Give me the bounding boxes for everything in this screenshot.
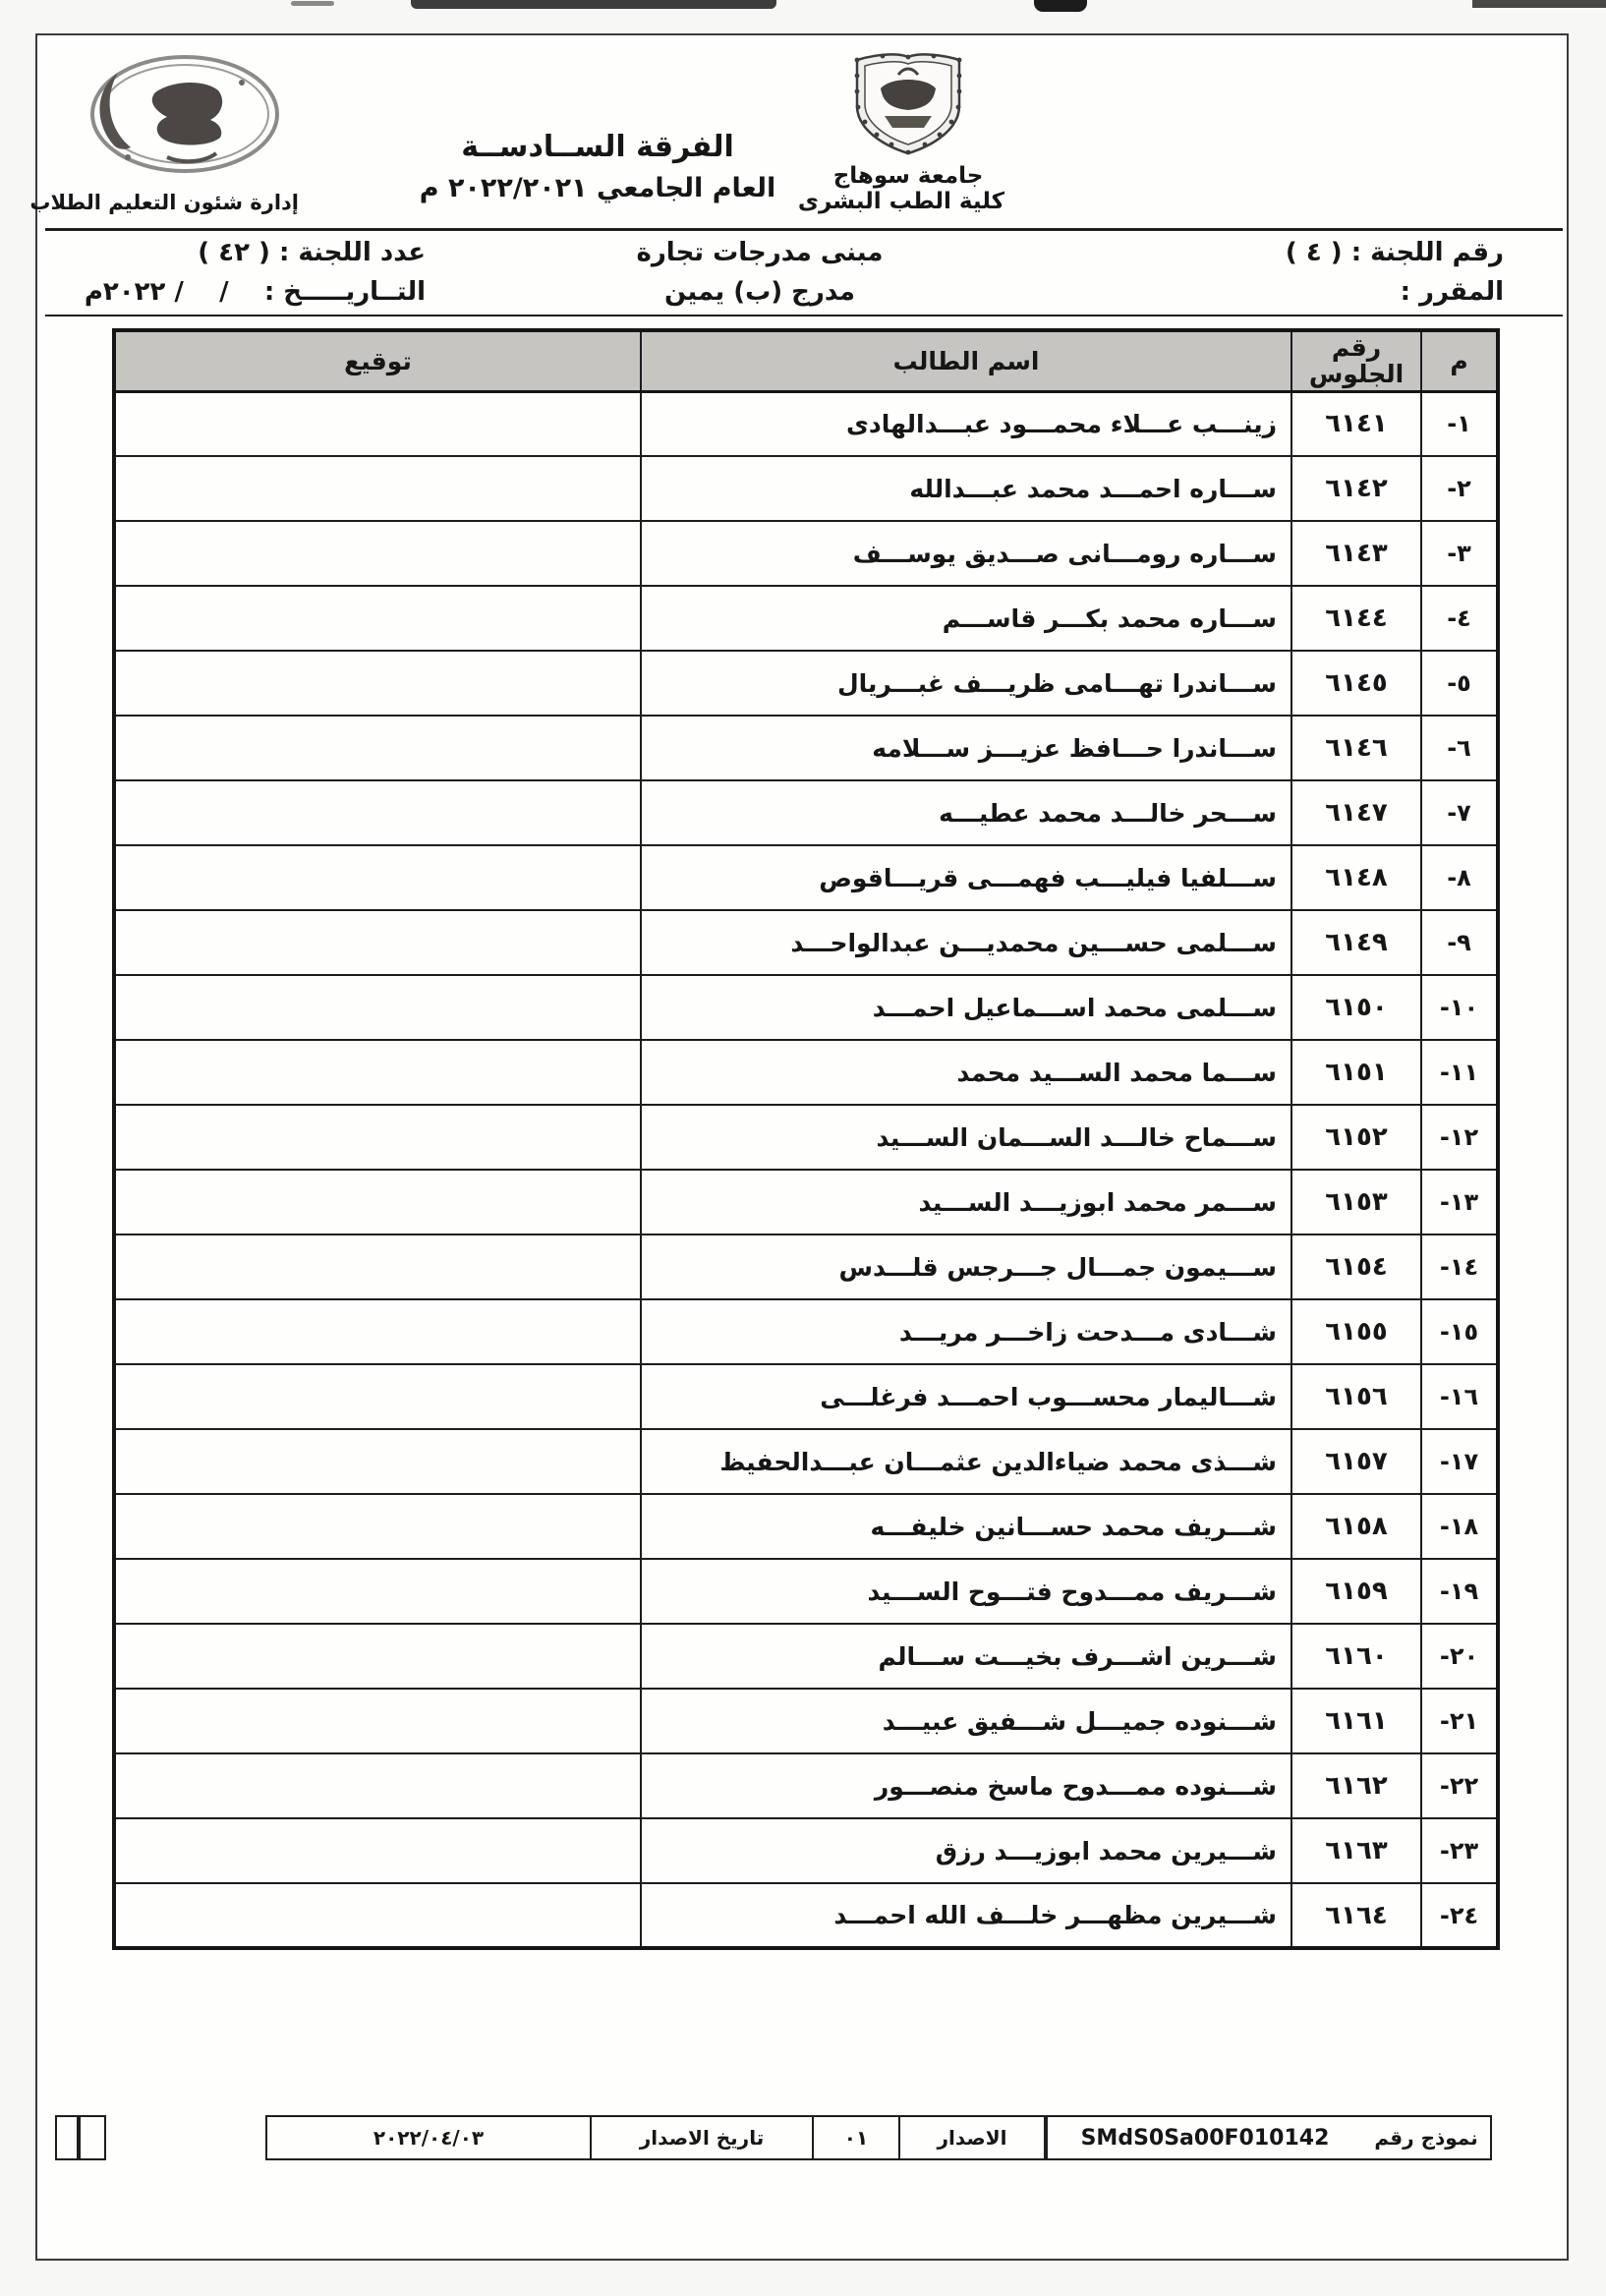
scan-artifact xyxy=(1034,0,1087,12)
table-row xyxy=(114,586,1498,651)
row-student-name: ســـما محمد الســـيد محمد xyxy=(641,1040,1291,1105)
row-seat-number: ٦١٤٤ xyxy=(1291,586,1421,651)
university-name: جامعة سوهاج xyxy=(832,163,984,189)
row-seat-number: ٦١٤٣ xyxy=(1291,521,1421,586)
row-student-name: شـــنوده جميـــل شـــفيق عبيـــد xyxy=(641,1689,1291,1753)
row-serial: ٢٣- xyxy=(1421,1818,1498,1883)
row-student-name: شـــادى مـــدحت زاخـــر مريـــد xyxy=(641,1299,1291,1364)
row-seat-number: ٦١٦٣ xyxy=(1291,1818,1421,1883)
row-serial: ١٧- xyxy=(1421,1429,1498,1494)
row-student-name: ســـاره محمد بكـــر قاســـم xyxy=(641,586,1291,651)
table-row xyxy=(114,1753,1498,1818)
table-row xyxy=(114,1364,1498,1429)
row-seat-number: ٦١٤٥ xyxy=(1291,651,1421,716)
row-signature-cell xyxy=(114,910,641,975)
row-signature-cell xyxy=(114,1494,641,1559)
column-header-seat-number xyxy=(1291,330,1421,391)
row-serial: ٣- xyxy=(1421,521,1498,586)
row-signature-cell xyxy=(114,1299,641,1364)
row-signature-cell xyxy=(114,456,641,521)
scan-artifact xyxy=(411,0,776,9)
hall-name: مدرج (ب) يمين xyxy=(663,277,856,307)
row-seat-number: ٦١٥١ xyxy=(1291,1040,1421,1105)
row-signature-cell xyxy=(114,1429,641,1494)
row-student-name: ســـاره احمـــد محمد عبـــدالله xyxy=(641,456,1291,521)
table-row xyxy=(114,975,1498,1040)
row-student-name: ســـلمى حســـين محمديـــن عبدالواحـــد xyxy=(641,910,1291,975)
row-student-name: ســـاندرا تهـــامى ظريـــف غبـــريال xyxy=(641,651,1291,716)
row-seat-number: ٦١٥٠ xyxy=(1291,975,1421,1040)
version-value: ٠١ xyxy=(814,2117,900,2158)
row-serial: ١٦- xyxy=(1421,1364,1498,1429)
row-serial: ١٨- xyxy=(1421,1494,1498,1559)
row-seat-number: ٦١٦١ xyxy=(1291,1689,1421,1753)
row-signature-cell xyxy=(114,1559,641,1624)
row-seat-number: ٦١٥٦ xyxy=(1291,1364,1421,1429)
row-student-name: ســـاره رومـــانى صـــديق يوســـف xyxy=(641,521,1291,586)
row-seat-number: ٦١٥٣ xyxy=(1291,1170,1421,1234)
row-student-name: ســـلفيا فيليـــب فهمـــى قريـــاقوص xyxy=(641,845,1291,910)
row-signature-cell xyxy=(114,1364,641,1429)
row-serial: ١٣- xyxy=(1421,1170,1498,1234)
row-signature-cell xyxy=(114,780,641,845)
row-seat-number: ٦١٥٨ xyxy=(1291,1494,1421,1559)
table-row xyxy=(114,780,1498,845)
row-student-name: ســـلمى محمد اســـماعيل احمـــد xyxy=(641,975,1291,1040)
table-row xyxy=(114,1170,1498,1234)
row-seat-number: ٦١٤٦ xyxy=(1291,716,1421,780)
scan-artifact xyxy=(1472,0,1606,8)
row-signature-cell xyxy=(114,391,641,456)
table-row xyxy=(114,1234,1498,1299)
table-row xyxy=(114,456,1498,521)
row-seat-number: ٦١٦٠ xyxy=(1291,1624,1421,1689)
table-row xyxy=(114,1299,1498,1364)
table-row xyxy=(114,1105,1498,1170)
row-serial: ٩- xyxy=(1421,910,1498,975)
row-seat-number: ٦١٤٢ xyxy=(1291,456,1421,521)
row-student-name: شـــرين اشـــرف بخيـــت ســـالم xyxy=(641,1624,1291,1689)
row-student-name: ســـيمون جمـــال جـــرجس قلـــدس xyxy=(641,1234,1291,1299)
row-signature-cell xyxy=(114,1818,641,1883)
row-serial: ٤- xyxy=(1421,586,1498,651)
info-divider-line xyxy=(45,315,1563,316)
table-row xyxy=(114,845,1498,910)
table-row xyxy=(114,910,1498,975)
roster-table-header xyxy=(114,330,1498,391)
form-number-code: SMdS0Sa00F010142 xyxy=(1046,2117,1362,2158)
table-row xyxy=(114,1818,1498,1883)
row-signature-cell xyxy=(114,1234,641,1299)
row-student-name: شـــنوده ممـــدوح ماسخ منصـــور xyxy=(641,1753,1291,1818)
row-serial: ١٩- xyxy=(1421,1559,1498,1624)
row-seat-number: ٦١٥٩ xyxy=(1291,1559,1421,1624)
row-signature-cell xyxy=(114,975,641,1040)
row-student-name: زينـــب عـــلاء محمـــود عبـــدالهادى xyxy=(641,391,1291,456)
row-seat-number: ٦١٥٤ xyxy=(1291,1234,1421,1299)
student-rows xyxy=(114,391,1498,1948)
document-page-frame xyxy=(29,33,1569,2261)
table-row xyxy=(114,1040,1498,1105)
row-signature-cell xyxy=(114,716,641,780)
row-serial: ١٠- xyxy=(1421,975,1498,1040)
table-row xyxy=(114,1494,1498,1559)
footer-small-box xyxy=(79,2115,106,2160)
row-serial: ١١- xyxy=(1421,1040,1498,1105)
table-row xyxy=(114,1689,1498,1753)
administration-name: إدارة شئون التعليم الطلاب xyxy=(29,191,299,214)
row-serial: ٢٢- xyxy=(1421,1753,1498,1818)
committee-count: عدد اللجنة : ( ٤٢ ) xyxy=(198,238,426,267)
table-row xyxy=(114,521,1498,586)
exam-date: التــاريـــــخ : / / ٢٠٢٢م xyxy=(84,277,426,307)
column-header-signature: توقيع xyxy=(114,330,641,391)
row-serial: ٢١- xyxy=(1421,1689,1498,1753)
row-seat-number: ٦١٤٨ xyxy=(1291,845,1421,910)
row-serial: ١٥- xyxy=(1421,1299,1498,1364)
table-row xyxy=(114,651,1498,716)
course-label: المقرر : xyxy=(1400,277,1504,307)
academic-year: العام الجامعي ٢٠٢٢/٢٠٢١ م xyxy=(419,173,776,203)
row-signature-cell xyxy=(114,1689,641,1753)
student-affairs-crescent-logo-icon xyxy=(85,49,285,187)
row-student-name: شـــيرين محمد ابوزيـــد رزق xyxy=(641,1818,1291,1883)
table-row xyxy=(114,391,1498,456)
table-row xyxy=(114,1429,1498,1494)
column-header-student-name: اسم الطالب xyxy=(641,330,1291,391)
header-divider-line xyxy=(45,228,1563,231)
row-signature-cell xyxy=(114,586,641,651)
row-serial: ٧- xyxy=(1421,780,1498,845)
row-student-name: شـــاليمار محســـوب احمـــد فرغلـــى xyxy=(641,1364,1291,1429)
seat-header-line2: الجلوس xyxy=(1308,360,1405,389)
row-seat-number: ٦١٦٤ xyxy=(1291,1883,1421,1948)
row-signature-cell xyxy=(114,651,641,716)
row-seat-number: ٦١٤١ xyxy=(1291,391,1421,456)
seat-header-line1: رقم xyxy=(1331,332,1382,362)
table-row xyxy=(114,1559,1498,1624)
row-student-name: شـــريف ممـــدوح فتـــوح الســـيد xyxy=(641,1559,1291,1624)
row-seat-number: ٦١٥٧ xyxy=(1291,1429,1421,1494)
row-seat-number: ٦١٤٧ xyxy=(1291,780,1421,845)
university-shield-logo-icon xyxy=(839,51,977,157)
row-seat-number: ٦١٤٩ xyxy=(1291,910,1421,975)
row-student-name: شـــذى محمد ضياءالدين عثمـــان عبـــدالحفيظ xyxy=(641,1429,1291,1494)
row-signature-cell xyxy=(114,845,641,910)
form-footer-strip xyxy=(265,2115,1492,2160)
row-student-name: ســـمر محمد ابوزيـــد الســـيد xyxy=(641,1170,1291,1234)
faculty-name: كلية الطب البشرى xyxy=(797,189,1004,214)
scan-artifact xyxy=(291,1,334,6)
row-signature-cell xyxy=(114,1105,641,1170)
row-seat-number: ٦١٦٢ xyxy=(1291,1753,1421,1818)
row-signature-cell xyxy=(114,1624,641,1689)
row-student-name: شـــريف محمد حســـانين خليفـــه xyxy=(641,1494,1291,1559)
student-affairs-logo-block xyxy=(81,49,289,191)
row-serial: ٥- xyxy=(1421,651,1498,716)
row-signature-cell xyxy=(114,1040,641,1105)
row-serial: ١- xyxy=(1421,391,1498,456)
row-signature-cell xyxy=(114,1883,641,1948)
row-signature-cell xyxy=(114,1753,641,1818)
table-row xyxy=(114,1883,1498,1948)
row-seat-number: ٦١٥٢ xyxy=(1291,1105,1421,1170)
row-serial: ٦- xyxy=(1421,716,1498,780)
row-serial: ١٤- xyxy=(1421,1234,1498,1299)
row-signature-cell xyxy=(114,521,641,586)
grade-title: الفرقة الســادســة xyxy=(461,130,734,164)
row-student-name: ســـماح خالـــد الســـمان الســـيد xyxy=(641,1105,1291,1170)
table-row xyxy=(114,1624,1498,1689)
student-roster-table xyxy=(112,328,1500,1950)
form-number-label: نموذج رقم xyxy=(1374,2126,1478,2150)
row-student-name: شـــيرين مظهـــر خلـــف الله احمـــد xyxy=(641,1883,1291,1948)
table-row xyxy=(114,716,1498,780)
row-seat-number: ٦١٥٥ xyxy=(1291,1299,1421,1364)
column-header-serial: م xyxy=(1421,330,1498,391)
version-label: الاصدار xyxy=(900,2117,1046,2158)
row-student-name: ســـحر خالـــد محمد عطيـــه xyxy=(641,780,1291,845)
row-serial: ١٢- xyxy=(1421,1105,1498,1170)
issue-date-label: تاريخ الاصدار xyxy=(592,2117,814,2158)
row-serial: ٢٤- xyxy=(1421,1883,1498,1948)
row-student-name: ســـاندرا حـــافظ عزيـــز ســـلامه xyxy=(641,716,1291,780)
issue-date-value: ٢٠٢٢/٠٤/٠٣ xyxy=(267,2117,592,2158)
building-name: مبنى مدرجات تجارة xyxy=(636,238,884,267)
row-serial: ٢٠- xyxy=(1421,1624,1498,1689)
footer-small-box xyxy=(55,2115,79,2160)
university-header-block xyxy=(797,51,1004,214)
row-serial: ٨- xyxy=(1421,845,1498,910)
row-serial: ٢- xyxy=(1421,456,1498,521)
row-signature-cell xyxy=(114,1170,641,1234)
committee-number: رقم اللجنة : ( ٤ ) xyxy=(1285,238,1504,267)
